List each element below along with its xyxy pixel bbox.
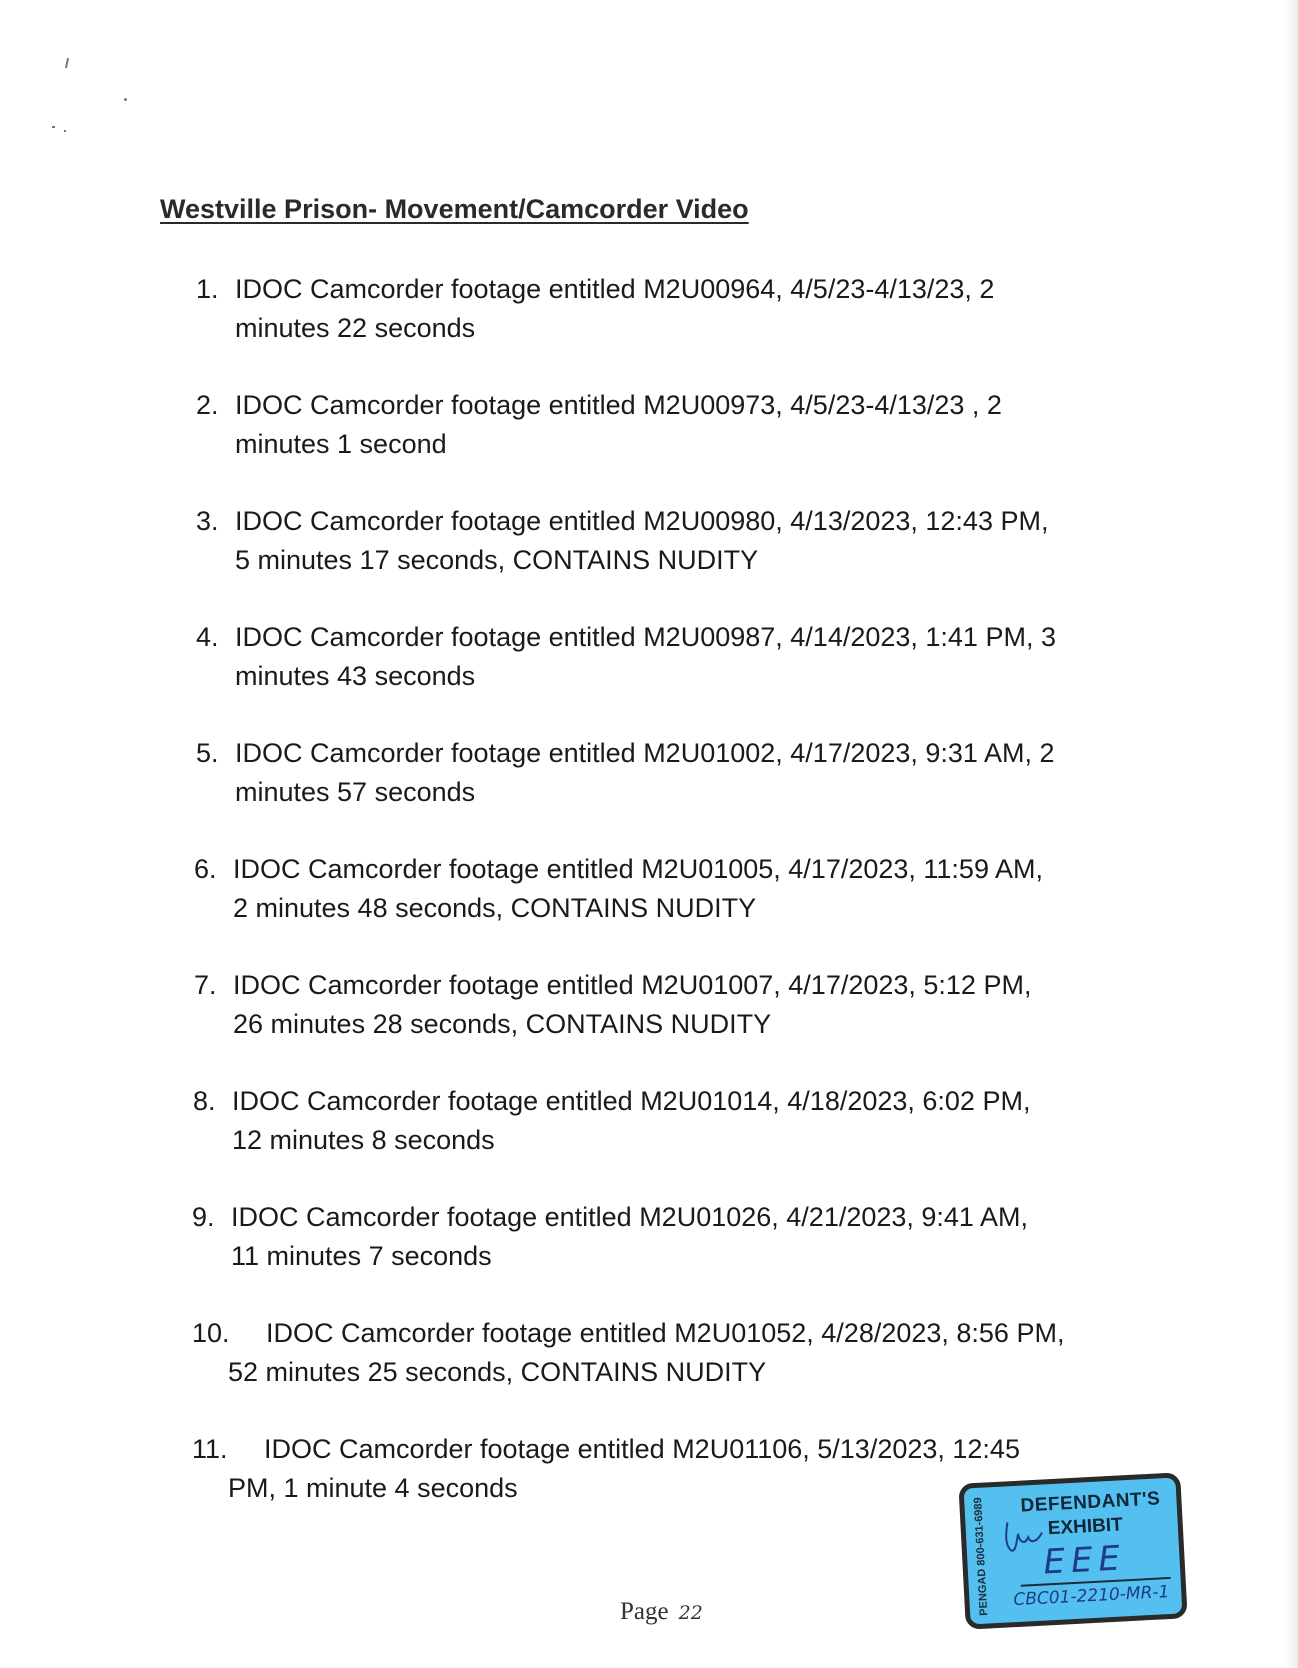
scan-speck: [65, 58, 69, 68]
list-item: [193, 1082, 1113, 1160]
list-item: [196, 618, 1116, 696]
item-text-line1: IDOC Camcorder footage entitled M2U01002, 4/17/2023, 9:31 AM, 2: [235, 738, 1055, 768]
initials-signature-icon: [999, 1519, 1045, 1555]
page-number: 22: [678, 1602, 703, 1624]
item-text-line2: 2 minutes 48 seconds, CONTAINS NUDITY: [233, 893, 757, 923]
item-text-line2: 5 minutes 17 seconds, CONTAINS NUDITY: [235, 545, 759, 575]
item-number: 2.: [196, 390, 219, 420]
item-number: 3.: [196, 506, 219, 536]
item-number: 6.: [194, 854, 217, 884]
item-number: 4.: [196, 622, 219, 652]
item-text-line1: IDOC Camcorder footage entitled M2U00980, 4/13/2023, 12:43 PM,: [235, 506, 1049, 536]
stamp-side-text: PENGAD 800-631-6989: [972, 1496, 991, 1617]
list-item: [194, 850, 1114, 928]
item-text-line1: IDOC Camcorder footage entitled M2U01014, 4/18/2023, 6:02 PM,: [232, 1086, 1031, 1116]
list-item: [192, 1314, 1112, 1392]
list-item: [192, 1198, 1112, 1276]
list-item: [194, 966, 1114, 1044]
page-footer: [620, 1598, 703, 1626]
section-heading: Westville Prison- Movement/Camcorder Video: [160, 194, 749, 224]
item-number: 7.: [194, 970, 217, 1000]
item-text-line1: IDOC Camcorder footage entitled M2U00973, 4/5/23-4/13/23 , 2: [235, 390, 1002, 420]
scan-speck: [124, 98, 127, 101]
stamp-title-line2: EXHIBIT: [1047, 1514, 1124, 1540]
item-text-line2: minutes 22 seconds: [235, 313, 476, 343]
item-text-line2: minutes 57 seconds: [235, 777, 476, 807]
exhibit-stamp: [958, 1472, 1187, 1629]
item-text-line1: IDOC Camcorder footage entitled M2U00987, 4/14/2023, 1:41 PM, 3: [235, 622, 1056, 652]
item-number: 9.: [192, 1202, 215, 1232]
item-text-line2: 26 minutes 28 seconds, CONTAINS NUDITY: [233, 1009, 772, 1039]
item-number: 1.: [196, 274, 219, 304]
item-text-line1: IDOC Camcorder footage entitled M2U01026, 4/21/2023, 9:41 AM,: [231, 1202, 1028, 1232]
stamp-title-line1: DEFENDANT'S: [1020, 1488, 1161, 1517]
list-item: [196, 386, 1116, 464]
item-text-line2: minutes 43 seconds: [235, 661, 476, 691]
list-item: [196, 734, 1116, 812]
stamp-case-number: CBC01-2210-MR-1: [1012, 1582, 1170, 1611]
scan-speck: [64, 130, 66, 132]
item-text-line1: IDOC Camcorder footage entitled M2U01007, 4/17/2023, 5:12 PM,: [233, 970, 1032, 1000]
item-number: 11.: [192, 1434, 228, 1464]
page-label: Page: [620, 1598, 669, 1625]
stamp-exhibit-id: EEE: [1042, 1538, 1127, 1583]
item-text-line1: IDOC Camcorder footage entitled M2U01052, 4/28/2023, 8:56 PM,: [266, 1318, 1065, 1348]
scan-edge-shadow: [1284, 0, 1298, 1668]
item-text-line2: 12 minutes 8 seconds: [232, 1125, 495, 1155]
item-text-line1: IDOC Camcorder footage entitled M2U01106, 5/13/2023, 12:45: [264, 1434, 1020, 1464]
item-number: 5.: [196, 738, 219, 768]
list-item: [196, 270, 1116, 348]
item-text-line2: 52 minutes 25 seconds, CONTAINS NUDITY: [228, 1357, 767, 1387]
item-text-line2: PM, 1 minute 4 seconds: [228, 1473, 518, 1503]
item-text-line2: minutes 1 second: [235, 429, 447, 459]
item-text-line1: IDOC Camcorder footage entitled M2U00964, 4/5/23-4/13/23, 2: [235, 274, 995, 304]
item-text-line1: IDOC Camcorder footage entitled M2U01005, 4/17/2023, 11:59 AM,: [233, 854, 1043, 884]
scan-speck: [52, 126, 55, 128]
item-number: 10.: [192, 1318, 230, 1348]
item-text-line2: 11 minutes 7 seconds: [231, 1241, 492, 1271]
list-item: [196, 502, 1116, 580]
item-number: 8.: [193, 1086, 216, 1116]
